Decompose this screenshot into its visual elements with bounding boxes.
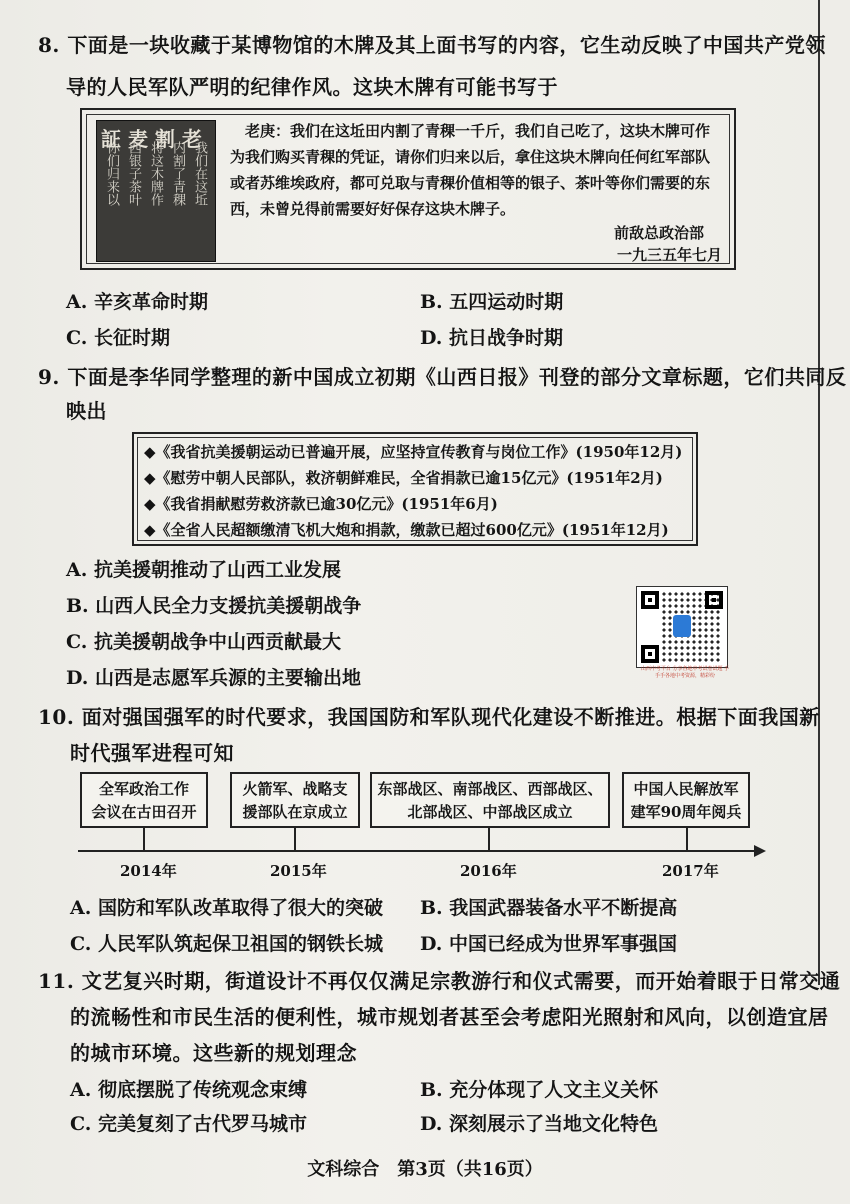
q10-option-c[interactable]: C. 人民军队筑起保卫祖国的钢铁长城 — [70, 933, 384, 955]
wooden-board-photo-header: 証 麦 割 老 — [101, 127, 202, 151]
timeline-event-2015: 火箭军、战略支 援部队在京成立 — [230, 772, 360, 828]
q9-stem-line2: 映出 — [66, 399, 107, 423]
q8-option-c[interactable]: C. 长征时期 — [66, 327, 171, 349]
qr-badge-icon — [673, 615, 691, 637]
board-signature-date: 一九三五年七月 — [616, 246, 722, 264]
wooden-board-photo-col: 将这木牌作 — [148, 141, 163, 206]
q10-stem-line1: 10. 面对强国强军的时代要求，我国国防和军队现代化建设不断推进。根据下面我国新 — [38, 705, 820, 729]
q10-option-d[interactable]: D. 中国已经成为世界军事强国 — [420, 933, 678, 955]
q9-option-a[interactable]: A. 抗美援朝推动了山西工业发展 — [66, 559, 341, 581]
wooden-board-photo-col: 我们在这坵 — [192, 141, 207, 206]
headline-item: ◆《我省抗美援朝运动已普遍开展，应坚持宣传教育与岗位工作》(1950年12月) — [144, 443, 683, 461]
timeline-year: 2016年 — [460, 862, 517, 880]
timeline-connector — [686, 828, 688, 850]
timeline-connector — [143, 828, 145, 850]
q10-stem-line2: 时代强军进程可知 — [70, 741, 234, 765]
q11-option-d[interactable]: D. 深刻展示了当地文化特色 — [420, 1113, 659, 1135]
board-signature-org: 前敌总政治部 — [613, 224, 704, 242]
q8-stem-line2: 导的人民军队严明的纪律作风。这块木牌有可能书写于 — [66, 75, 558, 99]
q8-option-b[interactable]: B. 五四运动时期 — [420, 291, 564, 313]
q11-option-b[interactable]: B. 充分体现了人文主义关怀 — [420, 1079, 659, 1101]
q11-stem-line3: 的城市环境。这些新的规划理念 — [70, 1041, 357, 1065]
page-footer: 文科综合 第3页（共16页） — [307, 1159, 543, 1180]
q10-option-a[interactable]: A. 国防和军队改革取得了很大的突破 — [70, 897, 383, 919]
headline-item: ◆《全省人民超额缴清飞机大炮和捐款，缴款已超过600亿元》(1951年12月) — [144, 521, 669, 539]
board-text-line: 西，未曾兑得前需要好好保存这块木牌子。 — [230, 200, 516, 218]
timeline-year: 2017年 — [662, 862, 719, 880]
timeline-year: 2015年 — [270, 862, 327, 880]
timeline-connector — [488, 828, 490, 850]
q9-option-b[interactable]: B. 山西人民全力支援抗美援朝战争 — [66, 595, 362, 617]
wooden-board-photo-col: 西银子茶叶 — [126, 141, 141, 206]
page-margin-line — [818, 0, 820, 985]
board-text-line: 或者苏维埃政府，都可兑取与青稞价值相等的银子、茶叶等你们需要的东 — [230, 174, 711, 192]
wooden-board-photo-col: 你们归来以 — [104, 141, 119, 206]
timeline-arrow-icon — [754, 845, 766, 857]
timeline-event-2014: 全军政治工作 会议在古田召开 — [80, 772, 208, 828]
qr-code[interactable] — [636, 586, 728, 668]
wooden-board-photo — [96, 120, 216, 262]
timeline-event-2016: 东部战区、南部战区、西部战区、 北部战区、中部战区成立 — [370, 772, 610, 828]
timeline-year: 2014年 — [120, 862, 177, 880]
timeline-axis — [78, 850, 758, 852]
board-text-line: 为我们购买青稞的凭证，请你们归来以后，拿住这块木牌向任何红军部队 — [230, 148, 711, 166]
q10-option-b[interactable]: B. 我国武器装备水平不断提高 — [420, 897, 678, 919]
q8-option-a[interactable]: A. 辛亥革命时期 — [66, 291, 208, 313]
q8-option-d[interactable]: D. 抗日战争时期 — [420, 327, 564, 349]
headline-item: ◆《我省捐献慰劳救济款已逾30亿元》(1951年6月) — [144, 495, 498, 513]
qr-caption: 山西中考平台 分享各地中考试卷试题 手手手各地中考资源，精彩纷 — [640, 666, 730, 679]
board-text-line: 老庚：我们在这坵田内割了青稞一千斤，我们自己吃了，这块木牌可作 — [245, 122, 711, 140]
q9-option-c[interactable]: C. 抗美援朝战争中山西贡献最大 — [66, 631, 342, 653]
timeline-event-2017: 中国人民解放军 建军90周年阅兵 — [622, 772, 750, 828]
q11-stem-line1: 11. 文艺复兴时期，街道设计不再仅仅满足宗教游行和仪式需要，而开始着眼于日常交通 — [38, 969, 841, 993]
q11-option-c[interactable]: C. 完美复刻了古代罗马城市 — [70, 1113, 308, 1135]
wooden-board-transcription — [230, 118, 724, 222]
q9-option-d[interactable]: D. 山西是志愿军兵源的主要输出地 — [66, 667, 362, 689]
q8-wooden-board-frame — [80, 108, 736, 270]
q9-headlines-box — [132, 432, 698, 546]
q9-stem-line1: 9. 下面是李华同学整理的新中国成立初期《山西日报》刊登的部分文章标题，它们共同反 — [38, 365, 847, 389]
wooden-board-photo-col: 内割了青稞 — [170, 141, 185, 206]
timeline-connector — [294, 828, 296, 850]
q11-stem-line2: 的流畅性和市民生活的便利性，城市规划者甚至会考虑阳光照射和风向，以创造宜居 — [70, 1005, 829, 1029]
q8-stem-line1: 8. 下面是一块收藏于某博物馆的木牌及其上面书写的内容，它生动反映了中国共产党领 — [38, 33, 826, 57]
headline-item: ◆《慰劳中朝人民部队，救济朝鲜难民，全省捐款已逾15亿元》(1951年2月) — [144, 469, 663, 487]
q11-option-a[interactable]: A. 彻底摆脱了传统观念束缚 — [70, 1079, 307, 1101]
